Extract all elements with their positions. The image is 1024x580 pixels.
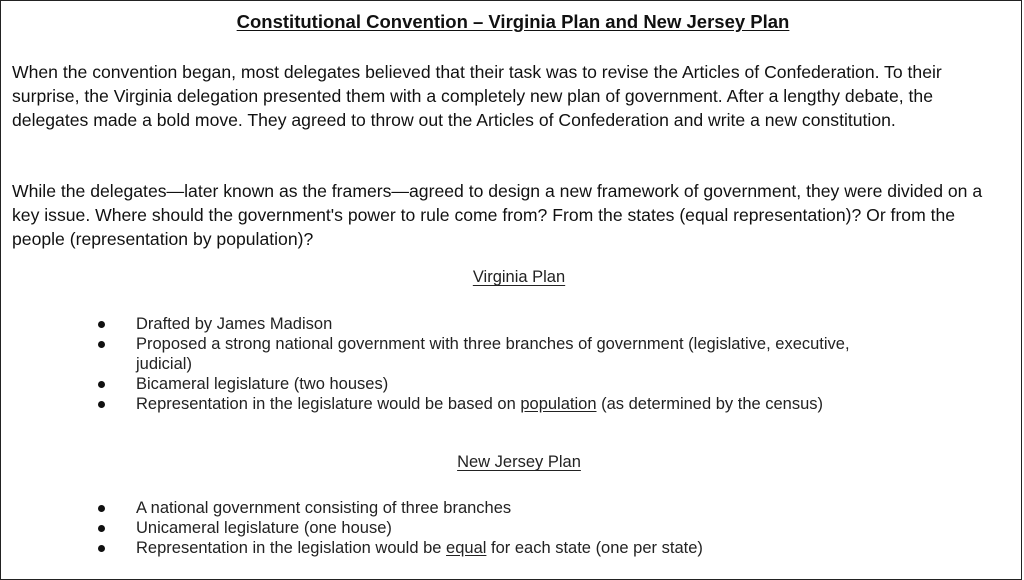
list-item [1,394,936,414]
list-item [1,518,856,538]
list-item-text-before: Representation in the legislature would be based on [136,395,521,413]
intro-paragraph: When the convention began, most delegates believed that their task was to revise the Articles of Confederation. To their surprise, the Virginia delegation presented them with a completely new plan of government. After a lengthy debate, the delegates made a bold move. They agreed to throw out the Articles of Confederation and write a new constitution. [12,62,942,130]
bullet-icon [98,545,105,552]
page-title: Constitutional Convention – Virginia Plan and New Jersey Plan [236,11,790,32]
list-item-text: Proposed a strong national government with three branches of government (legislative, executive, judicial) [136,335,850,373]
virginia-plan-heading: Virginia Plan [472,268,566,286]
list-item-text: A national government consisting of three branches [136,499,512,517]
bullet-icon [98,321,105,328]
bullet-icon [98,401,105,408]
list-item-text-after: for each state (one per state) [486,539,703,557]
equal-emphasis: equal [446,539,487,557]
list-item-text: Drafted by James Madison [136,315,333,333]
new-jersey-plan-list [1,498,1001,558]
list-item-text: Unicameral legislature (one house) [136,519,392,537]
new-jersey-plan-heading: New Jersey Plan [457,453,581,471]
population-emphasis: population [520,395,597,413]
list-item [1,314,856,334]
bullet-icon [98,381,105,388]
bullet-icon [98,505,105,512]
list-item [1,498,856,518]
list-item-text-after: (as determined by the census) [596,395,824,413]
list-item [1,374,856,394]
list-item [1,334,856,374]
virginia-plan-list [1,314,1001,414]
list-item [1,538,856,558]
bullet-icon [98,525,105,532]
list-item-text-before: Representation in the legislation would be [136,539,447,557]
bullet-icon [98,341,105,348]
issue-paragraph: While the delegates—later known as the framers—agreed to design a new framework of government, they were divided on a key issue. Where should the government's power to rule come from? From the states (equal representation)? Or from the people (representation by population)? [12,181,983,249]
list-item-text: Bicameral legislature (two houses) [136,375,389,393]
